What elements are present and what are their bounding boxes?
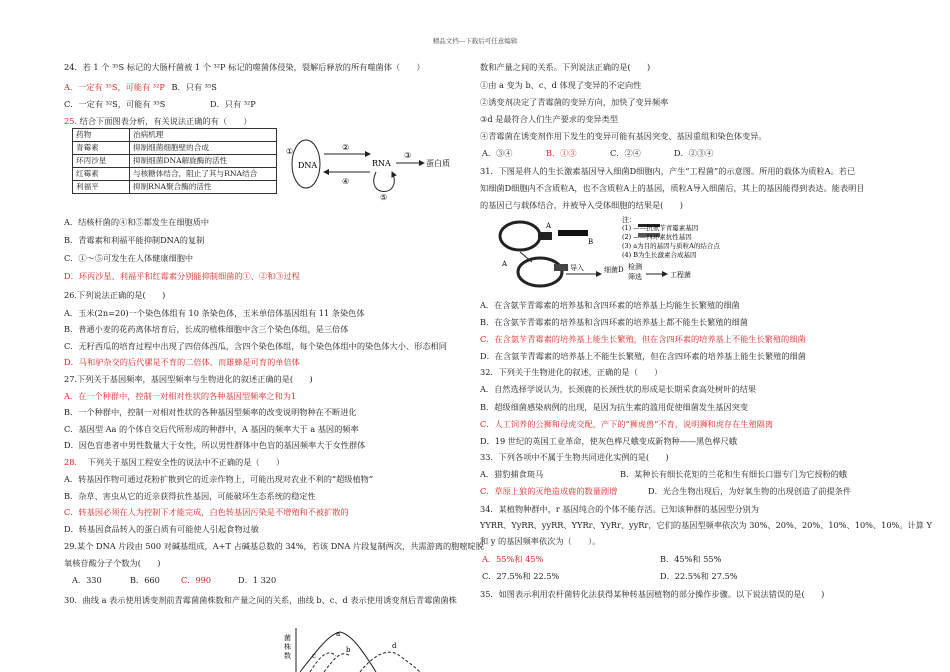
q30-statement-2: ②诱变剂决定了青霉菌的变异方向，加快了变异频率 [480,97,669,107]
q33-option-d: D．光合生物出现后，为好氧生物的出现创造了前提条件 [648,486,852,496]
detect-label: 检测 [628,263,642,271]
q33-option-b: B．某种长有细长花矩的兰花和生有细长口器专门为它授粉的蛾 [620,469,848,479]
q35-stem: 35．如图表示利用农杆菌转化法获得某种转基因植物的部分操作步骤。以下说法错误的是( ) [480,589,825,599]
legend-item-3: (3) a为目的基因与质粒A的结合点 [622,242,720,250]
q30-option-a: A．③④ [482,148,513,158]
q28-number: 28. [64,457,78,467]
q31-stem-line3: 的基因已与载体结合，并被导入受体细胞的结果是( ) [480,200,683,210]
q25-stem: 结合下面图表分析，有关说法正确的有（ ） [79,116,252,126]
q31-option-c: C．在含氨苄青霉素的培养基上能生长繁殖，但在含四环素的培养基上不能生长繁殖的细菌 [480,334,806,344]
central-dogma-diagram [284,128,459,203]
plasmid-a-ring [500,222,540,250]
q25-option-c: C．①～⑤可发生在人体健康细胞中 [64,253,194,263]
q34-stem-line2: YYRR、YyRR、yyRR、YYRr、YyRr、yyRr，它们的基因型频率依次为 30%、20%、20%、10%、10%、10%。计算 Y [480,520,932,530]
q32-option-c: C．人工饲养的公狮和母虎交配，产下的“狮虎兽”不育，说明狮和虎存在生殖隔离 [480,419,774,429]
q31-option-a: A．在含氨苄青霉素的培养基和含四环素的培养基上均能生长繁殖的细菌 [480,300,740,310]
recombinant-plasmid-ring [518,258,562,286]
recombinant-label-a: A [502,260,508,268]
q28-option-b: B．杂草、害虫从它的近亲获得抗性基因，可能破坏生态系统的稳定性 [64,491,316,501]
q28-option-c: C．转基因必须在人为控制下才能完成，白色转基因污染是不增殖和不被扩散的 [64,507,349,517]
q27-stem: 27.下列关于基因频率，基因型频率与生物进化的叙述正确的是( ) [64,374,313,384]
dna-label: DNA [298,161,318,170]
q34-stem-line1: 34．某植物种群中，r 基因纯合的个体不能存活。已知该种群的基因型分别为 [480,504,759,514]
protein-label: 蛋白质 [426,159,450,168]
q28-stem: 下列关于基因工程安全性的说法中不正确的是（ ） [87,457,285,467]
q30-statement-3: ③d 是最符合人们生产要求的变异类型 [480,114,618,124]
q30-stem-start: 30．曲线 a 表示使用诱变剂前青霉菌菌株数和产量之间的关系，曲线 b、c、d 表示使用诱变剂后青霉菌菌株 [64,595,457,605]
legend-title: 注： [622,216,636,224]
q32-option-d: D．19 世纪的英国工业革命，使灰色桦尺蛾变成新物种——黑色桦尺蛾 [480,436,738,446]
q32-stem: 32．下列关于生物进化的叙述，正确的是（ ） [480,367,663,377]
table-row [73,168,277,181]
table-cell: 与核糖体结合，阻止了其与RNA结合 [130,168,277,181]
q25-stem-line [64,116,252,127]
step-2-label: ② [342,143,350,152]
table-cell: 抑制细菌细胞壁的合成 [130,142,277,155]
q29-option-b: B．660 [130,575,160,585]
q26-option-d: D．马和驴杂交的后代骡是不育的二倍体，而雄蜂是可育的单倍体 [64,357,300,367]
table-cell: 红霉素 [73,168,130,181]
q25-option-b: B．青霉素和利福平能抑制DNA的复制 [64,235,205,245]
q29-option-d: D．1 320 [238,575,277,585]
legend-item-4: (4) B为生长激素合成基因 [622,251,697,259]
q34-stem-line3: 和 y 的基因频率依次为（ ）。 [480,536,601,546]
step-5-label: ⑤ [380,193,388,202]
q25-number: 25. [64,116,78,126]
table-cell: 抑制RNA聚合酶的活性 [130,181,277,194]
q29-stem-line1: 29.某个 DNA 片段由 500 对碱基组成，A+T 占碱基总数的 34%，若该 DNA 片段复制两次，共需游离的胞嘧啶脱 [64,541,484,551]
q32-option-a: A．自然选择学说认为，长颈鹿的长颈性状的形成是长期采食高处树叶的结果 [480,384,757,394]
cell-label: 细菌D [604,266,624,274]
q32-option-b: B．超级细菌感染病例的出现，是因为抗生素的滥用促使细菌发生基因突变 [480,402,749,412]
q30-option-d: D．②③④ [674,148,714,158]
curve-label-b: b [346,646,351,654]
q26-option-c: C．无籽西瓜的培育过程中出现了四倍体西瓜，含四个染色体组，每个染色体组中的染色体大小、形态相同 [64,341,447,351]
q29-option-c: C．990 [181,575,212,585]
q30-statement-1: ①由 a 变为 b、c、d 体现了变异的不定向性 [480,80,642,90]
q29-option-a: A．330 [72,575,102,585]
q24-options-row2 [64,99,256,110]
q27-option-a: A．在一个种群中，控制一对相对性状的各种基因型频率之和为1 [64,391,297,401]
q28-stem-line [64,457,284,468]
plasmid-label-a: A [546,222,552,230]
q24-option-d: D．只有 ³²P [210,99,256,109]
q25-option-d: D．环丙沙星、利福平和红霉素分别能抑制细菌的①、②和③过程 [64,271,300,281]
q27-option-b: B．一个种群中，控制一对相对性状的各种基因型频率的改变说明物种在不断进化 [64,407,357,417]
q24-option-a: A．一定有 ³⁵S，可能有 ³²P [64,82,165,92]
strain-yield-curve-figure [280,626,440,672]
resistance-gene-block [538,232,552,240]
q33-option-c: C．草原上狼的灭绝造成鹿的数量剧增 [480,486,618,496]
curve-b [324,654,350,672]
q34-option-c: C．27.5%和 22.5% [482,571,560,581]
curve-label-a: a [336,630,341,638]
curve-label-d: d [392,642,397,650]
growth-hormone-gene [558,230,588,236]
q25-drug-table [72,128,277,194]
gene-label-b: B [588,238,594,246]
q25-option-a: A．结核杆菌的④和⑤都发生在细胞质中 [64,217,210,227]
table-cell: 环丙沙星 [73,155,130,168]
q31-stem-line1: 31．下图是将人的生长激素基因导入细菌D细胞内，产生“工程菌”的示意图。所用的载体为质粒A。若已 [480,166,856,176]
plasmid-transfer-diagram [488,214,788,290]
q26-stem: 26.下列说法正确的是( ) [64,290,166,300]
y-axis-label-char: 数 [284,652,291,660]
q34-option-d: D．22.5%和 27.5% [660,571,738,581]
q31-stem-line2: 知细菌D细胞内不含质粒A，也不含质粒A上的基因，质粒A导入细菌后，其上的基因能得到表达。能表明目 [480,183,865,193]
q26-option-b: B．普通小麦的花药离体培育后，长成的植株细胞中含三个染色体组，是三倍体 [64,324,349,334]
q28-option-a: A．转基因作物可通过花粉扩散到它的近亲作物上，可能出现对农业不利的“超级植物” [64,474,374,484]
q33-option-a: A．猎豹捕食斑马 [480,469,544,479]
page-header: 精品文档---下载后可任意编辑 [432,37,518,45]
table-header: 治病机理 [130,129,277,142]
table-cell: 抑制细菌DNA解旋酶的活性 [130,155,277,168]
table-row [73,181,277,194]
y-axis-label [284,633,293,660]
table-row [73,155,277,168]
q28-option-d: D．转基因食品转入的蛋白质有可能使人引起食物过敏 [64,524,259,534]
q24-stem: 24．若 1 个 ³⁵S 标记的大肠杆菌被 1 个 ³²P 标记的噬菌体侵染，裂解后释放的所有噬菌体（ ） [64,62,425,72]
q34-option-a: A．55%和 45% [482,554,544,564]
rna-replication-loop [374,172,395,192]
step-3-label: ③ [404,151,412,160]
q30-stem-cont: 数和产量之间的关系。下列说法正确的是( ) [480,62,651,72]
table-header: 药物 [73,129,130,142]
table-row [73,142,277,155]
q30-statement-4: ④青霉菌在诱变剂作用下发生的变异可能有基因突变、基因重组和染色体变异。 [480,131,767,141]
q24-option-c: C．一定有 ³²S，可能有 ³⁵S [64,99,166,109]
q30-option-b: B．①③ [546,148,577,158]
import-label: 导入 [570,264,584,272]
table-cell: 青霉素 [73,142,130,155]
curve-d [360,652,420,672]
rna-label: RNA [372,159,391,168]
q29-stem-line2: 氧核苷酸分子个数为( ) [64,558,161,568]
q24-options-row1 [64,82,217,93]
q31-option-d: D．在含氨苄青霉素的培养基上不能生长繁殖，但在含四环素的培养基上能生长繁殖的细菌 [480,351,806,361]
screen-label: 筛选 [628,273,642,281]
curve-label-c: c [312,652,316,660]
table-header-row [73,129,277,142]
y-axis-label-char: 菌 [284,634,291,642]
table-cell: 利福平 [73,181,130,194]
q30-option-c: C．②④ [610,148,641,158]
engineered-bug-label: 工程菌 [670,271,691,279]
inserted-gene-block [554,264,568,271]
step-4-label: ④ [342,177,350,186]
q27-option-c: C．基因型 Aa 的个体自交后代所形成的种群中，A 基因的频率大于 a 基因的频率 [64,424,359,434]
q34-option-b: B．45%和 55% [660,554,722,564]
y-axis-label-char: 株 [284,643,291,651]
q31-option-b: B．在含氨苄青霉素的培养基和含四环素的培养基上都不能生长繁殖的细菌 [480,317,749,327]
legend-item-2: (2) ——四环素抗性基因 [622,233,692,241]
legend-item-1: (1) ——抗氨苄青霉素基因 [622,224,699,232]
q33-stem: 33．下列各项中不属于生物共同进化实例的是( ) [480,452,669,462]
q27-option-d: D．因色盲患者中男性数量大于女性，所以男性群体中色盲的基因频率大于女性群体 [64,440,366,450]
q24-option-b: B．只有 ³⁵S [171,82,217,92]
q26-option-a: A．玉米(2n=20)一个染色体组有 10 条染色体，玉米单倍体基因组有 11 条染色体 [64,308,365,318]
step-1-label: ① [286,147,294,156]
